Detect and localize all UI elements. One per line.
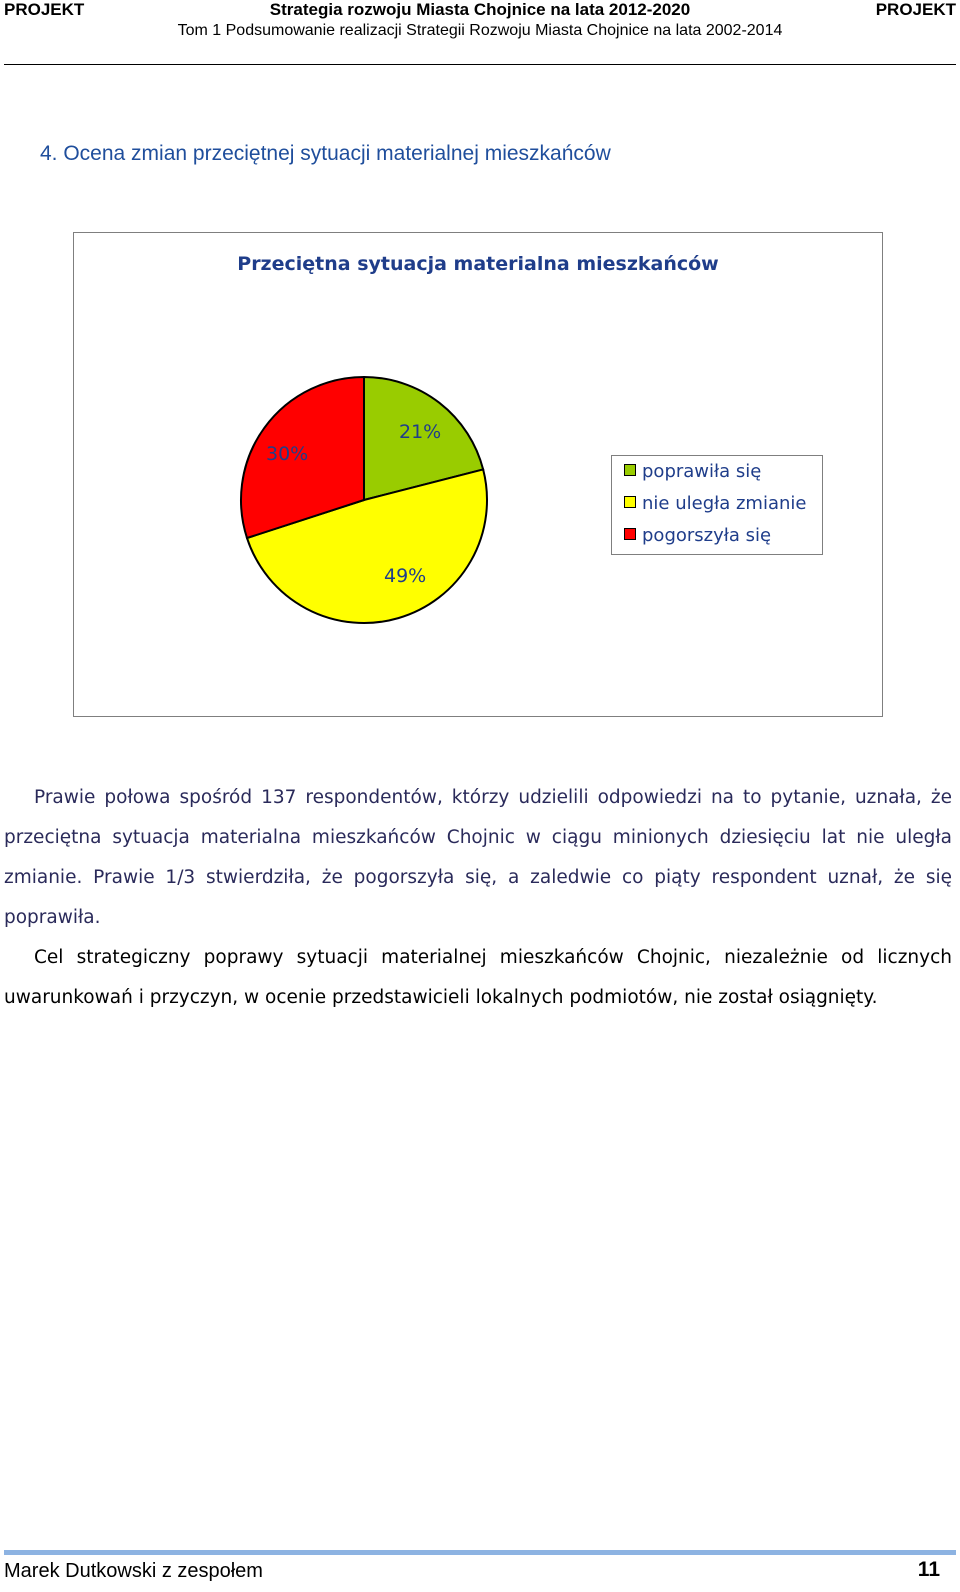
legend-item-worsened: [624, 525, 771, 546]
legend-item-unchanged: [624, 493, 806, 514]
legend-label: pogorszyła się: [642, 525, 772, 546]
page-number: 11: [917, 1558, 940, 1581]
paragraph-1: Prawie połowa spośród 137 respondentów, którzy udzielili odpowiedzi na to pytanie, uznała, że przeciętna sytuacja materialna mieszkańców Chojnic w ciągu minionych dziesięciu lat nie uległa zmianie. Prawie 1/3 stwierdziła, że pogorszyła się, a zaledwie co piąty respondent uznał, że się poprawiła.: [4, 787, 952, 928]
legend-swatch: [624, 496, 636, 508]
legend-label: nie uległa zmianie: [642, 493, 807, 514]
legend-label: poprawiła się: [642, 461, 762, 482]
footer-author: Marek Dutkowski z zespołem: [4, 1560, 263, 1582]
pct-label-unchanged: 49%: [384, 565, 427, 587]
pie-chart: [73, 232, 883, 717]
footer-rule: [4, 1550, 956, 1555]
header-subtitle: Tom 1 Podsumowanie realizacji Strategii Rozwoju Miasta Chojnice na lata 2002-2014: [177, 22, 783, 39]
chart-title: Przeciętna sytuacja materialna mieszkańców: [237, 253, 719, 275]
header-left-label: PROJEKT: [4, 0, 85, 19]
legend-swatch: [624, 528, 636, 540]
legend-item-improved: [624, 461, 761, 482]
legend-swatch: [624, 464, 636, 476]
paragraph-2: Cel strategiczny poprawy sytuacji materialnej mieszkańców Chojnic, niezależnie od licznych uwarunkowań i przyczyn, w ocenie przedstawicieli lokalnych podmiotów, nie został osiągnięty.: [4, 947, 952, 1008]
pct-label-improved: 21%: [399, 421, 442, 443]
header-right-label: PROJEKT: [875, 0, 956, 19]
section-title: 4. Ocena zmian przeciętnej sytuacji materialnej mieszkańców: [40, 142, 611, 165]
header-title: Strategia rozwoju Miasta Chojnice na lata 2012-2020: [269, 0, 691, 19]
header-rule: [4, 64, 956, 65]
pct-label-worsened: 30%: [266, 443, 309, 465]
page-header: [0, 0, 960, 66]
chart-legend: [611, 455, 823, 555]
